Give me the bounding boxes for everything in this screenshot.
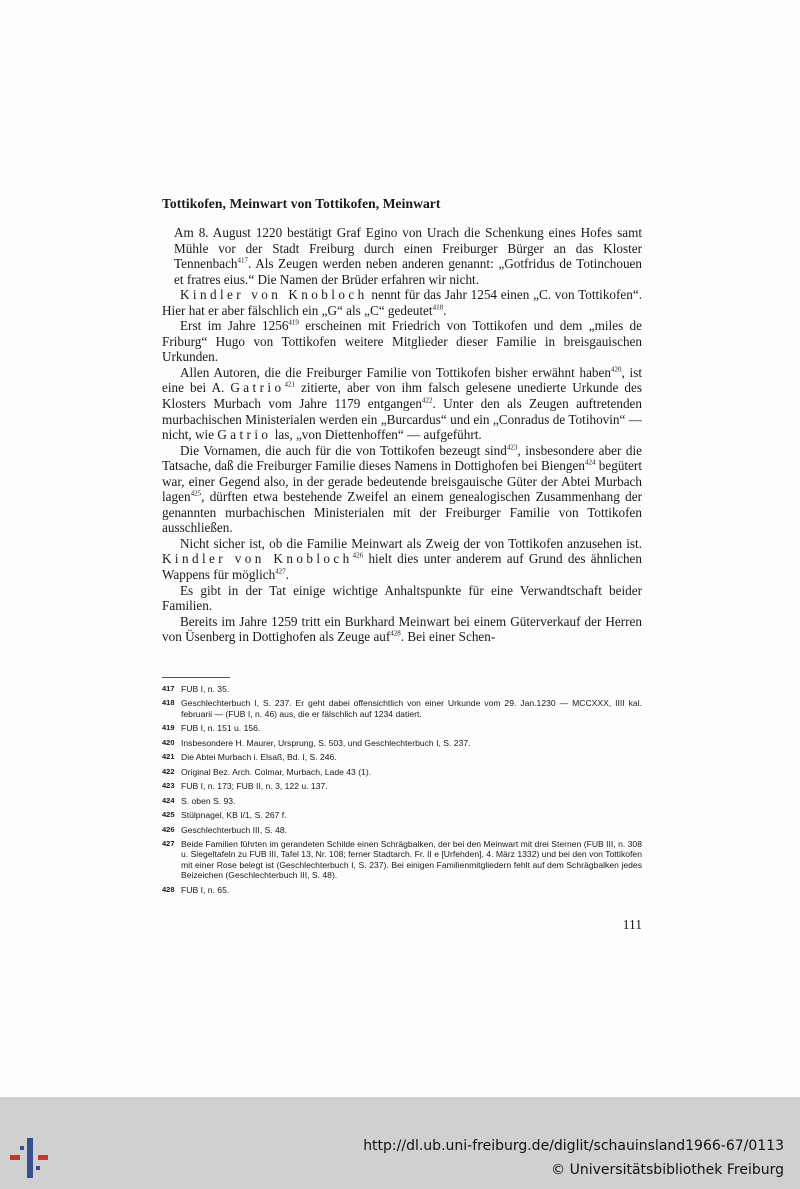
text-run: Nicht sicher ist, ob die Familie Meinwart als Zweig der von Tottikofen anzusehen ist. <box>180 535 642 551</box>
footnote-text: Original Bez. Arch. Colmar, Murbach, Lade 43 (1). <box>181 766 372 777</box>
footnote-number: 426 <box>162 824 175 834</box>
footnote-text: FUB I, n. 173; FUB II, n. 3, 122 u. 137. <box>181 781 328 792</box>
footnote-number: 424 <box>162 795 175 805</box>
page-number: 111 <box>622 917 642 932</box>
text-run: Allen Autoren, die die Freiburger Familie von Tottikofen bisher erwähnt haben <box>180 364 611 380</box>
text-run: . Bei einer Schen- <box>400 629 496 645</box>
footnote-ref: 425 <box>190 489 202 498</box>
footnote-ref: 419 <box>288 318 299 327</box>
footnote-number: 428 <box>162 884 175 894</box>
footnote-text: Geschlechterbuch I, S. 237. Er geht dabei offensichtlich von einer Urkunde vom 29. Jan.1230 — MCCXXX, IIII kal. februarii — (FUB I, n. 46) aus, die er fälschlich auf 1234 datiert. <box>181 698 642 719</box>
footnote-text: Die Abtei Murbach i. Elsaß, Bd. I, S. 246. <box>181 752 337 763</box>
text-run: begütert war, einer Gegend also, in der gerade bedeutende breisgauische Güter der Abtei Murbach lagen <box>162 458 642 505</box>
footnote-number: 425 <box>162 810 175 820</box>
paragraph <box>162 443 642 536</box>
spaced-author-name: Gatrio <box>217 427 272 443</box>
footnote-text: FUB I, n. 151 u. 156. <box>181 723 261 734</box>
footnote-ref: 428 <box>390 629 401 638</box>
footnote-ref: 423 <box>506 443 518 452</box>
text-run: Erst im Jahre 1256 <box>180 318 289 334</box>
footnote-ref: 422 <box>421 396 433 405</box>
footnote-number: 421 <box>162 752 175 762</box>
text-run: zitierte, aber von ihm falsch gelesene unedierte Urkunde des Klosters Murbach vom Jahre 1179 entgangen <box>162 380 643 412</box>
footnote-number: 422 <box>162 766 175 776</box>
spaced-author-name: Gatrio <box>230 380 285 396</box>
text-run: . <box>443 302 447 318</box>
footnote <box>162 781 642 791</box>
paragraph <box>162 225 642 287</box>
paragraph <box>162 318 642 365</box>
text-run: erscheinen mit Friedrich von Tottikofen und dem „miles de Friburg“ Hugo von Tottikofen weitere Mitglieder dieser Familie in breisgauischen Urkunden. <box>162 318 643 365</box>
footnote <box>162 738 642 748</box>
document-url-link[interactable]: http://dl.ub.uni-freiburg.de/diglit/schauinsland1966-67/0113 <box>363 1138 784 1154</box>
footnote <box>162 810 642 820</box>
paragraph <box>162 365 642 443</box>
footnote-ref: 427 <box>275 567 286 576</box>
paragraph <box>162 614 642 645</box>
footnote-number: 419 <box>162 723 175 733</box>
text-run: , ist eine bei A. <box>162 364 642 396</box>
footnote-number: 423 <box>162 781 175 791</box>
footnote-text: Stülpnagel, KB I/1, S. 267 f. <box>181 810 287 821</box>
footnote-text: S. oben S. 93. <box>181 795 236 806</box>
footnote <box>162 796 642 806</box>
footnote-ref: 418 <box>432 303 444 312</box>
footnote-ref: 421 <box>284 381 295 390</box>
ub-freiburg-logo-icon <box>10 1138 50 1178</box>
text-run: , dürften etwa bestehende Zweifel an einem genealogischen Zusammenhang der genannten murbachischen Ministerialen mit der Freiburger Familie von Tottikofen ausschließen. <box>162 489 642 536</box>
spaced-author-name: Kindler von Knobloch <box>180 287 368 303</box>
text-run: Am 8. August 1220 bestätigt Graf Egino von Urach die Schenkung eines Hofes samt Mühle vor der Stadt Freiburg durch einen Freiburger Bürger an das Kloster Tennenbach <box>174 225 642 272</box>
footnote-ref: 420 <box>610 365 622 374</box>
footnote <box>162 839 642 880</box>
section-heading: Tottikofen, Meinwart von Tottikofen, Meinwart <box>162 196 441 211</box>
text-run: . Als Zeugen werden neben anderen genannt: „Gotfridus de Totinchouen et fratres eius.“ Die Namen der Brüder erfahren wir nicht. <box>174 256 642 287</box>
footnote-number: 418 <box>162 698 175 708</box>
text-run: hielt dies unter anderem auf Grund des ähnlichen Wappens für möglich <box>162 551 642 583</box>
text-run: nennt für das Jahr 1254 einen „C. von Tottikofen“. Hier hat er aber fälschlich ein „G“ als „C“ gedeutet <box>162 287 643 318</box>
footnote <box>162 885 642 895</box>
footnote-rule <box>162 677 230 678</box>
footnote-text: Beide Familien führten im gerandeten Schilde einen Schrägbalken, der bei den Meinwart mit drei Sternen (FUB III, n. 308 u. Siegeltafeln zu FUB III, Tafel 13, Nr. 108; ferner Stadtarch. Fr. II e [Urfehden], 4. März 1332) und bei den von Tottikofen mit einer Rose belegt ist (Geschlechterbuch I, S. 237). Bei einigen Familienmitgliedern fehlt auf dem Schrägbalken jedes Beizeichen (Geschlechterbuch III, S. 48). <box>181 839 642 881</box>
text-run: . <box>285 567 289 583</box>
footnote <box>162 825 642 835</box>
footnote-text: Insbesondere H. Maurer, Ursprung, S. 503, und Geschlechterbuch I, S. 237. <box>181 737 471 748</box>
spaced-author-name: Kindler von Knobloch <box>162 551 353 567</box>
footnote <box>162 767 642 777</box>
text-run: Bereits im Jahre 1259 tritt ein Burkhard Meinwart bei einem Güterverkauf der Herren von Üsenberg in Dottighofen als Zeuge auf <box>162 613 642 645</box>
text-run: , insbesondere aber die Tatsache, daß die Freiburger Familie dieses Namens in Dottighofen bei Biengen <box>162 442 643 474</box>
text-run: . Unter den als Zeugen auftretenden murbachischen Ministerialen werden ein „Burcardus“ und ein „Conradus de Totihovin“ — nicht, wie <box>162 396 642 443</box>
text-run: Es gibt in der Tat einige wichtige Anhaltspunkte für eine Verwandtschaft beider Familien. <box>162 582 642 614</box>
footnote-text: FUB I, n. 65. <box>181 884 230 895</box>
footnote-ref: 424 <box>584 458 596 467</box>
text-run: Die Vornamen, die auch für die von Tottikofen bezeugt sind <box>180 442 507 458</box>
footnote-number: 420 <box>162 737 175 747</box>
footnote-text: FUB I, n. 35. <box>181 684 230 694</box>
copyright-notice: © Universitätsbibliothek Freiburg <box>551 1162 784 1178</box>
footnote <box>162 698 642 719</box>
footnote-number: 427 <box>162 839 175 849</box>
footnote-ref: 417 <box>237 256 249 265</box>
footnote-text: Geschlechterbuch III, S. 48. <box>181 824 288 835</box>
footnote-ref: 426 <box>352 552 364 561</box>
paragraph <box>162 536 642 583</box>
footnote <box>162 723 642 733</box>
text-run: las, „von Diettenhoffen“ — aufgeführt. <box>271 427 482 443</box>
paragraph <box>162 583 642 614</box>
footnote <box>162 752 642 762</box>
footnote <box>162 684 642 694</box>
body-text <box>162 225 642 645</box>
footnotes <box>162 684 642 899</box>
paragraph <box>162 287 642 318</box>
footnote-number: 417 <box>162 684 175 693</box>
